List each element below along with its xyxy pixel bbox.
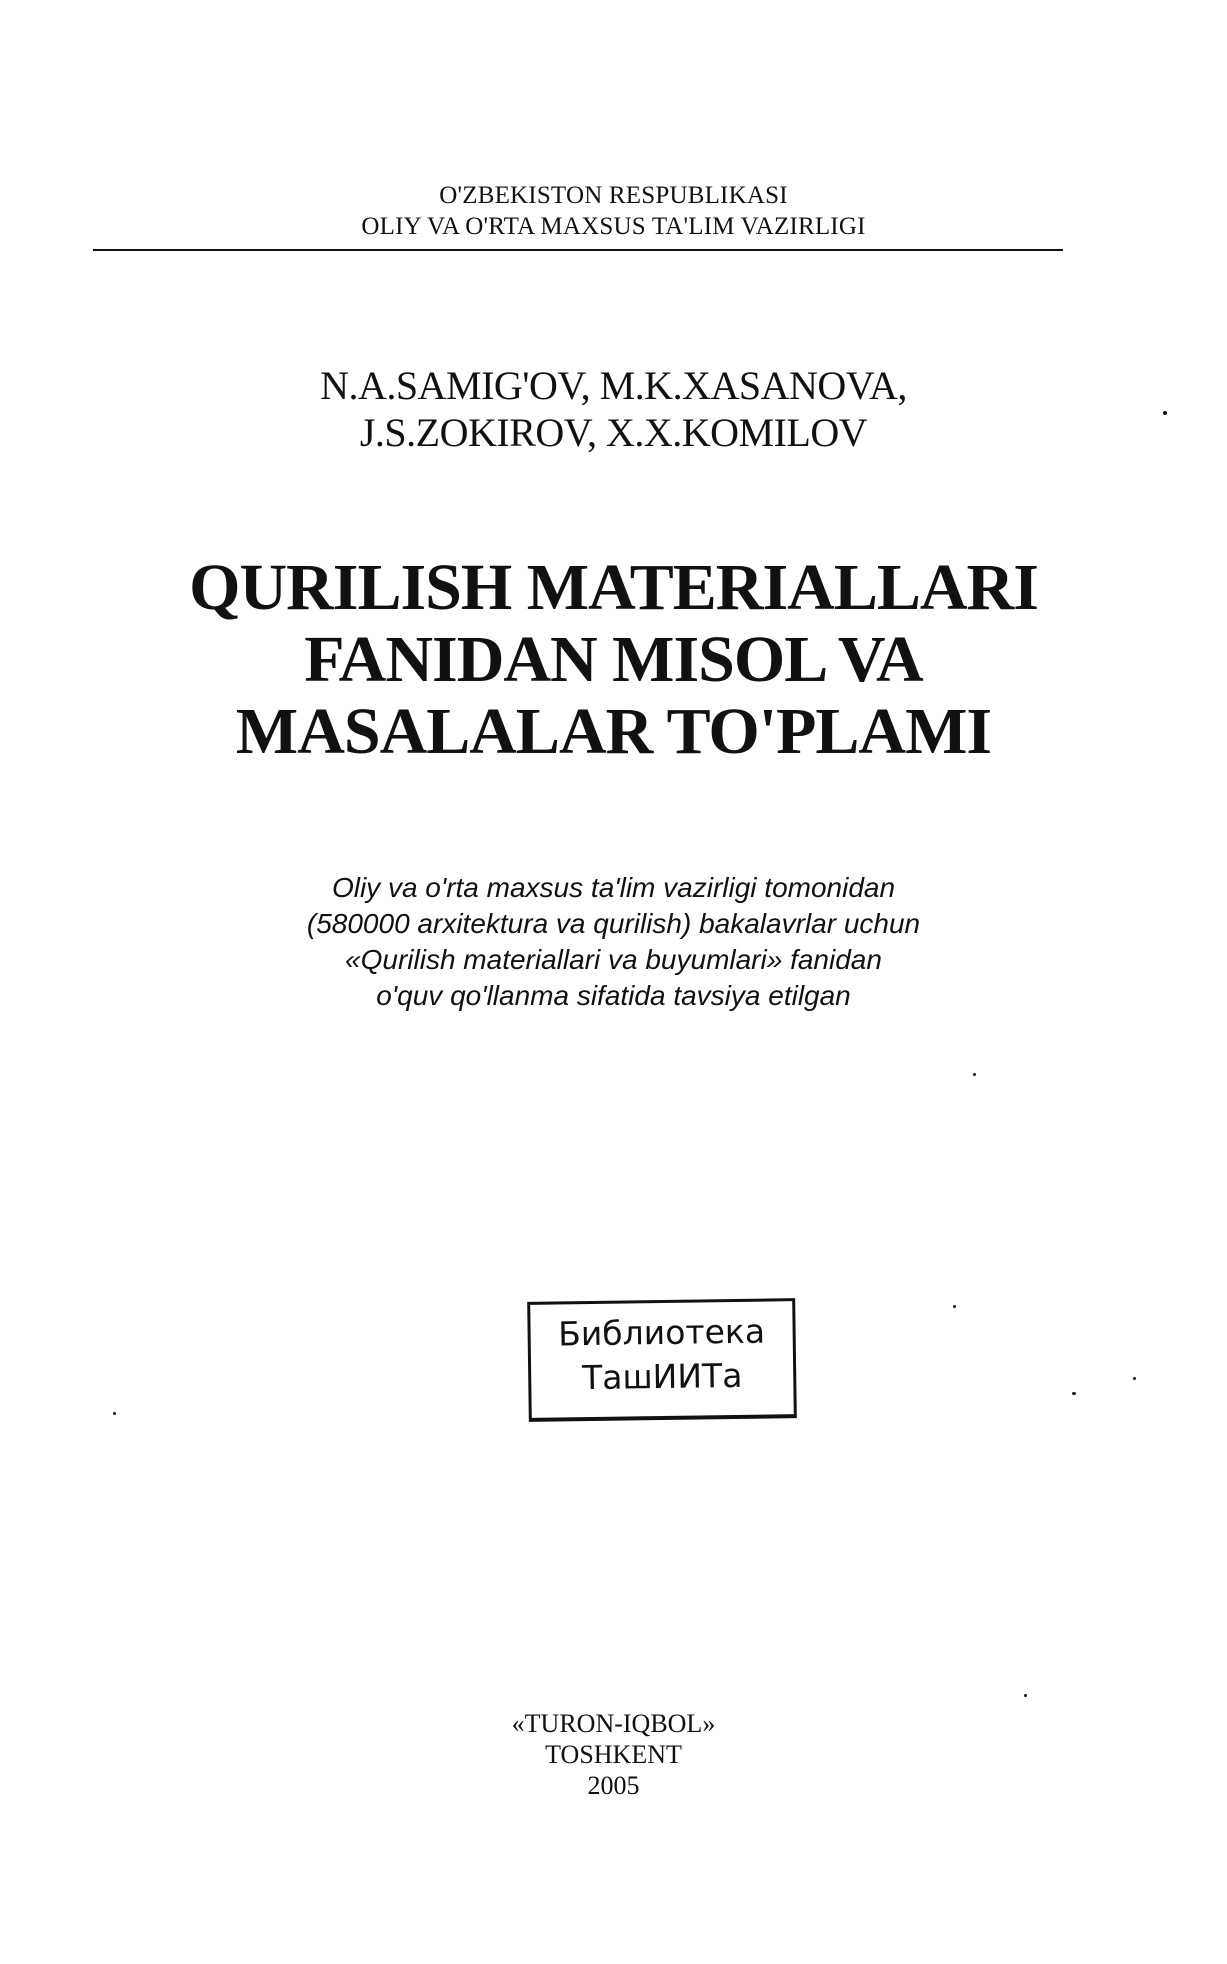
stamp-line-1: Библиотека bbox=[557, 1311, 766, 1354]
scan-speck bbox=[113, 1412, 116, 1415]
approval-line-2: (580000 arxitektura va qurilish) bakalavrlar uchun bbox=[306, 908, 921, 939]
publisher-city: TOSHKENT bbox=[545, 1740, 682, 1769]
library-stamp bbox=[527, 1298, 797, 1422]
authors-line-2: J.S.ZOKIROV, X.X.KOMILOV bbox=[359, 410, 868, 455]
scan-speck bbox=[1163, 411, 1167, 415]
scan-speck bbox=[1024, 1694, 1027, 1697]
book-title bbox=[0, 552, 1227, 768]
ministry-line-1: O'ZBEKISTON RESPUBLIKASI bbox=[439, 182, 788, 209]
scan-speck bbox=[953, 1305, 956, 1308]
title-line-2: FANIDAN MISOL VA bbox=[304, 623, 923, 696]
authors-line-1: N.A.SAMIG'OV, M.K.XASANOVA, bbox=[320, 363, 907, 408]
title-line-3: MASALALAR TO'PLAMI bbox=[235, 695, 992, 768]
scan-speck bbox=[1133, 1377, 1136, 1380]
ministry-header bbox=[0, 180, 1227, 242]
header-divider bbox=[93, 249, 1063, 251]
approval-note bbox=[0, 870, 1227, 1014]
scan-speck bbox=[1072, 1392, 1076, 1395]
scan-speck bbox=[973, 1073, 976, 1076]
publication-year: 2005 bbox=[587, 1771, 640, 1800]
publisher-name: «TURON-IQBOL» bbox=[511, 1709, 716, 1738]
authors bbox=[0, 362, 1227, 456]
approval-line-1: Oliy va o'rta maxsus ta'lim vazirligi tomonidan bbox=[331, 872, 896, 903]
approval-line-4: o'quv qo'llanma sifatida tavsiya etilgan bbox=[376, 980, 851, 1011]
stamp-line-2: ТашИИТа bbox=[581, 1355, 743, 1398]
title-line-1: QURILISH MATERIALLARI bbox=[189, 551, 1038, 624]
approval-line-3: «Qurilish materiallari va buyumlari» fanidan bbox=[345, 944, 882, 975]
ministry-line-2: OLIY VA O'RTA MAXSUS TA'LIM VAZIRLIGI bbox=[361, 213, 866, 240]
publisher-block bbox=[0, 1708, 1227, 1801]
